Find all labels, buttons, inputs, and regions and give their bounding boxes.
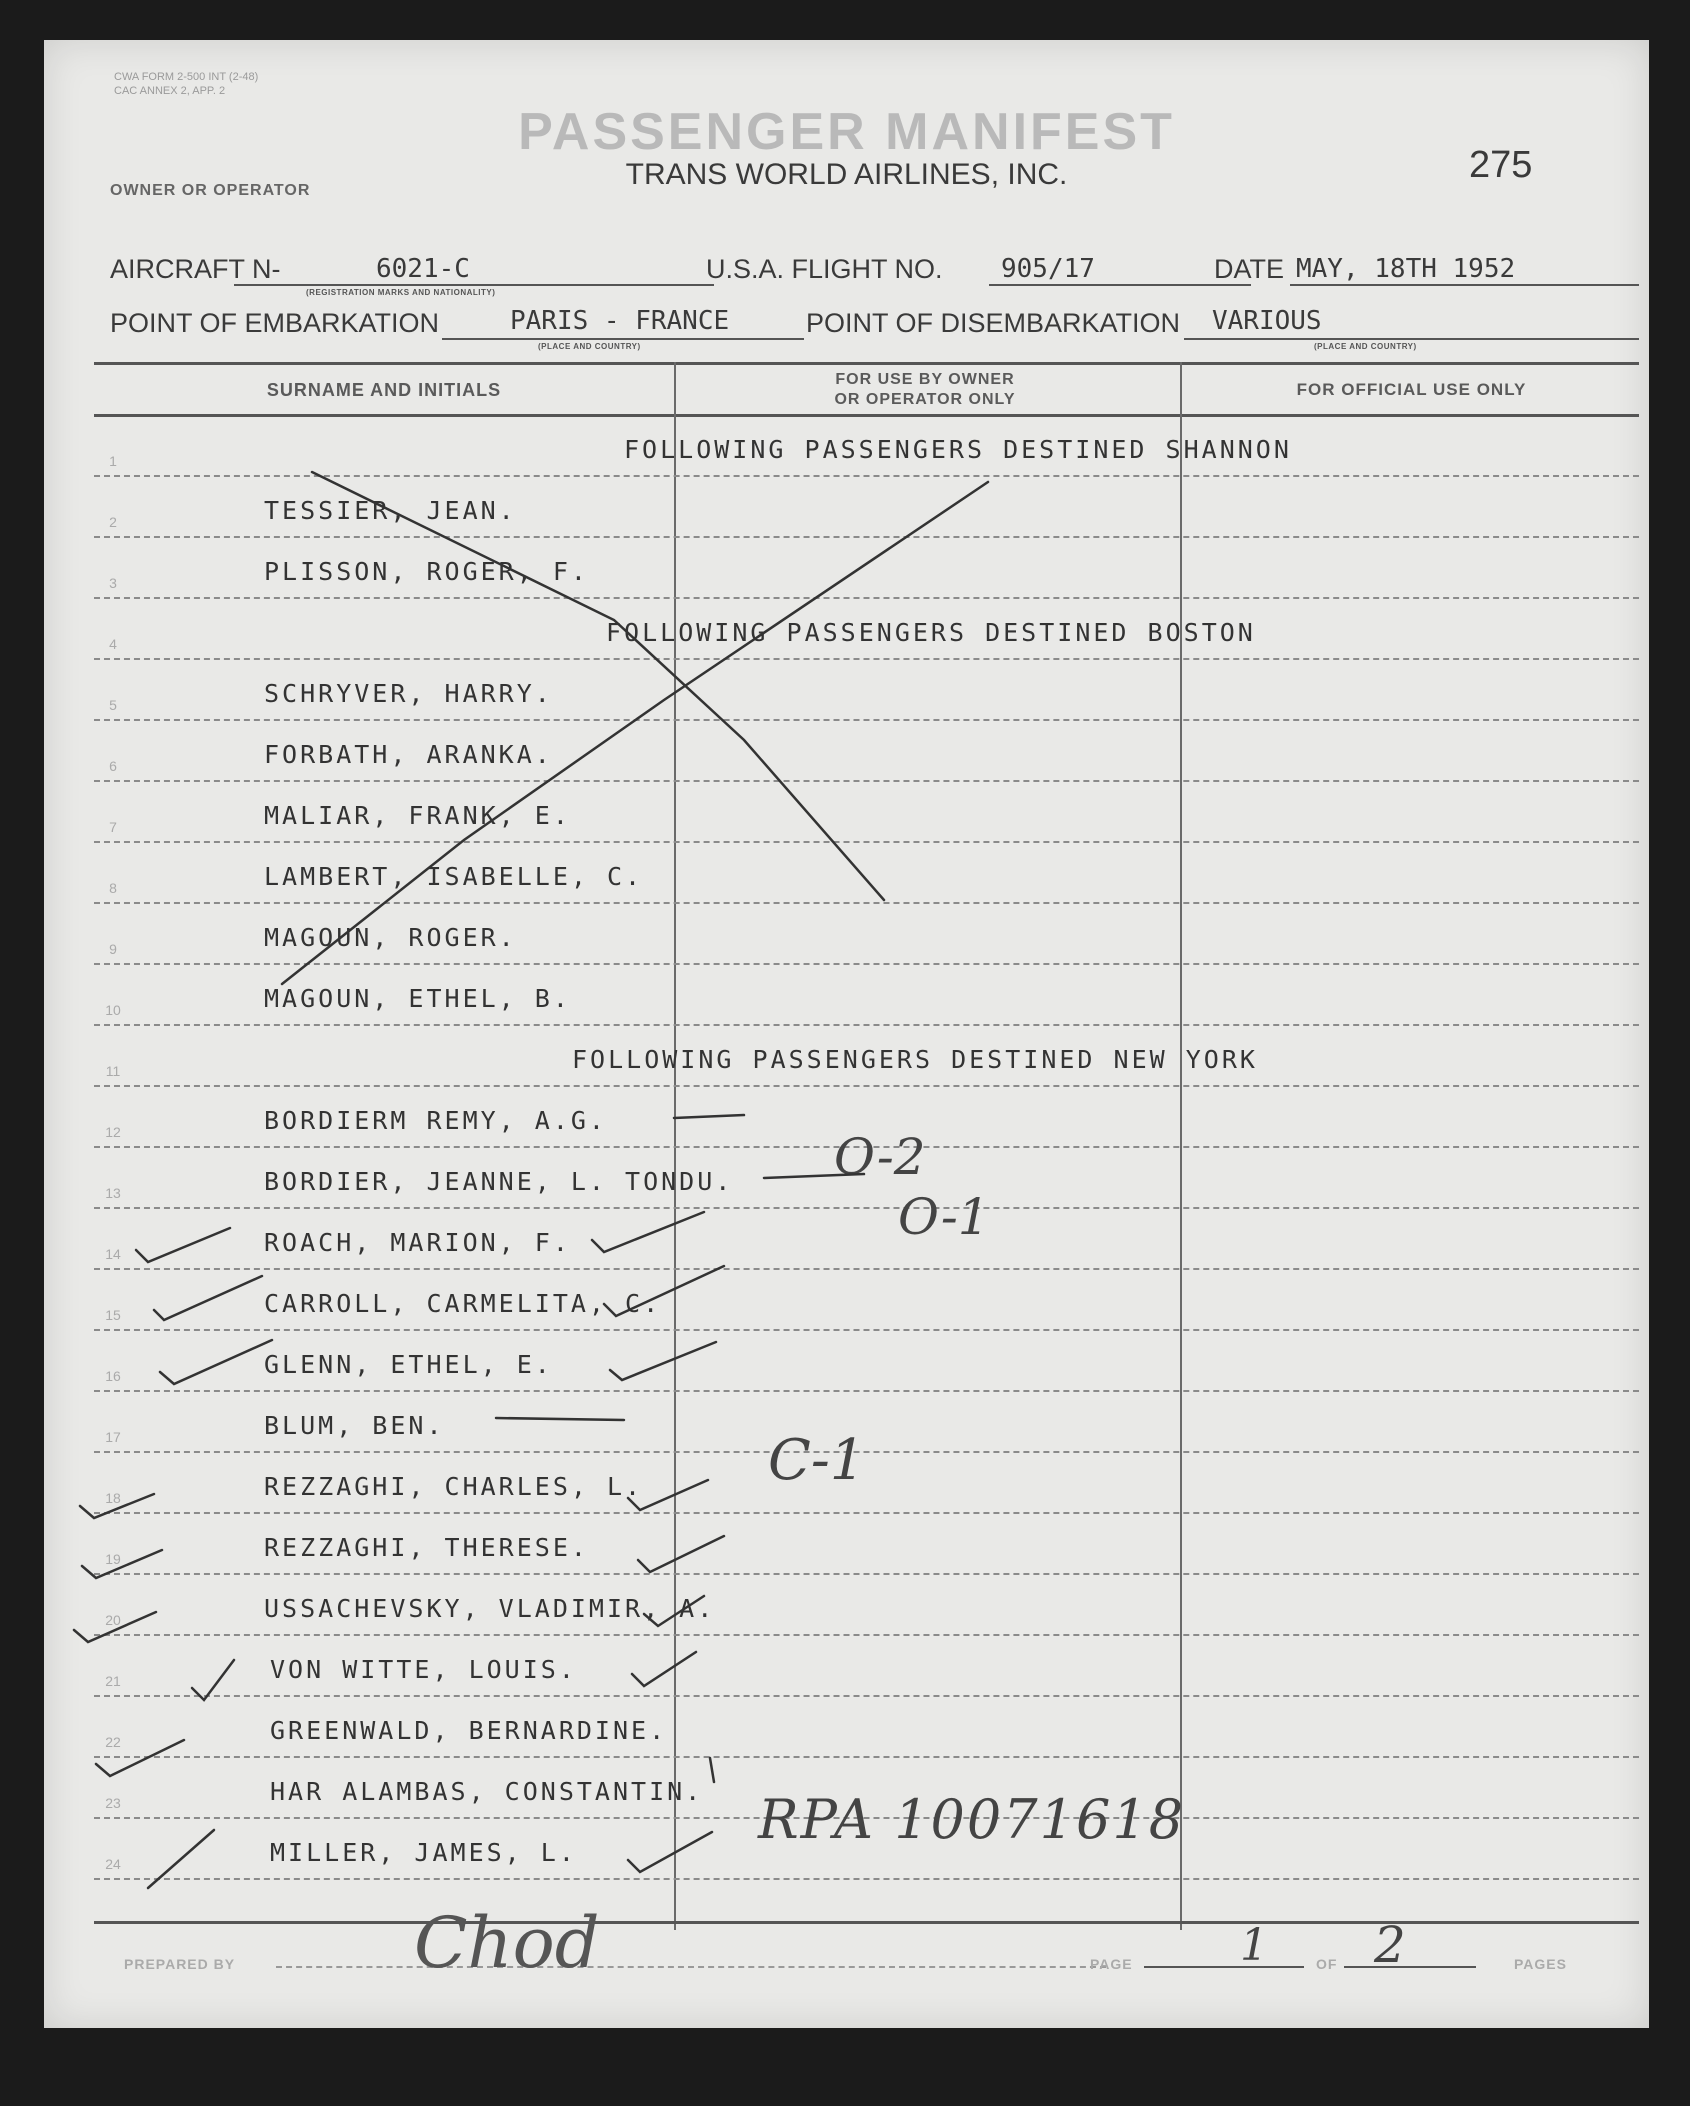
row-number: 9 bbox=[109, 941, 117, 957]
annotation-row13: O-1 bbox=[898, 1188, 990, 1246]
embarkation-label: POINT OF EMBARKATION bbox=[110, 308, 440, 338]
row-number: 6 bbox=[109, 758, 117, 774]
check-row21-right bbox=[632, 1652, 696, 1686]
row-number: 12 bbox=[105, 1124, 121, 1140]
row-number: 11 bbox=[105, 1063, 121, 1079]
row-number: 1 bbox=[109, 453, 117, 469]
embarkation-value: PARIS - FRANCE bbox=[510, 306, 730, 336]
row-number: 16 bbox=[105, 1368, 121, 1384]
check-row18-right bbox=[628, 1480, 708, 1510]
row-number: 18 bbox=[105, 1490, 121, 1506]
cross-out-stroke-1 bbox=[312, 472, 884, 900]
row-number: 19 bbox=[105, 1551, 121, 1567]
document-title: PASSENGER MANIFEST bbox=[518, 103, 1175, 161]
row-number: 10 bbox=[105, 1002, 121, 1018]
row-number: 7 bbox=[109, 819, 117, 835]
col-surname-header: SURNAME AND INITIALS bbox=[266, 380, 502, 400]
col-official-header: FOR OFFICIAL USE ONLY bbox=[1296, 380, 1527, 399]
check-row19-right bbox=[638, 1536, 724, 1572]
destination-heading: FOLLOWING PASSENGERS DESTINED NEW YORK bbox=[572, 1045, 1258, 1074]
date-label: DATE bbox=[1214, 254, 1285, 284]
prepared-signature: Chod bbox=[414, 1902, 600, 1984]
row-number: 20 bbox=[105, 1612, 121, 1628]
aircraft-value: 6021-C bbox=[376, 254, 470, 284]
check-row15-right bbox=[604, 1266, 724, 1316]
row-number: 14 bbox=[105, 1246, 121, 1262]
aircraft-label: AIRCRAFT N- bbox=[110, 254, 281, 284]
passenger-name: GLENN, ETHEL, E. bbox=[264, 1350, 553, 1379]
passenger-name: ROACH, MARION, F. bbox=[264, 1228, 571, 1257]
check-row24-left bbox=[148, 1830, 214, 1888]
passenger-name: BLUM, BEN. bbox=[264, 1411, 445, 1440]
annotation-row23: RPA 10071618 bbox=[758, 1788, 1186, 1851]
check-row20-left bbox=[74, 1612, 156, 1642]
row-number: 4 bbox=[109, 636, 117, 652]
check-row15-left bbox=[154, 1276, 262, 1320]
row-number: 3 bbox=[109, 575, 117, 591]
passenger-name: FORBATH, ARANKA. bbox=[264, 740, 553, 769]
page-label: PAGE bbox=[1090, 1956, 1133, 1972]
passenger-name: VON WITTE, LOUIS. bbox=[270, 1655, 577, 1684]
dash-row17 bbox=[496, 1418, 624, 1420]
of-label: OF bbox=[1316, 1956, 1338, 1972]
row-number: 17 bbox=[105, 1429, 121, 1445]
sheet-number: 275 bbox=[1469, 144, 1533, 186]
passenger-name: MILLER, JAMES, L. bbox=[270, 1838, 577, 1867]
destination-heading: FOLLOWING PASSENGERS DESTINED SHANNON bbox=[624, 435, 1292, 464]
date-value: MAY, 18TH 1952 bbox=[1296, 254, 1516, 284]
check-row22-right bbox=[710, 1758, 714, 1782]
dash-row12 bbox=[674, 1115, 744, 1118]
check-row14-left bbox=[136, 1228, 230, 1262]
row-number: 13 bbox=[105, 1185, 121, 1201]
embarkation-note: (PLACE AND COUNTRY) bbox=[538, 342, 641, 351]
row-number: 24 bbox=[105, 1856, 121, 1872]
passenger-name: REZZAGHI, CHARLES, L. bbox=[264, 1472, 644, 1501]
row-number: 23 bbox=[105, 1795, 121, 1811]
passenger-name: LAMBERT, ISABELLE, C. bbox=[264, 862, 644, 891]
cross-out-stroke-2 bbox=[282, 482, 988, 984]
row-number: 2 bbox=[109, 514, 117, 530]
row-number: 8 bbox=[109, 880, 117, 896]
check-row14-right bbox=[592, 1212, 704, 1252]
destination-heading: FOLLOWING PASSENGERS DESTINED BOSTON bbox=[606, 618, 1256, 647]
check-row22-left bbox=[96, 1740, 184, 1776]
manifest-sheet bbox=[44, 40, 1649, 2028]
passenger-name: MALIAR, FRANK, E. bbox=[264, 801, 571, 830]
check-row20-right bbox=[644, 1596, 704, 1626]
disembarkation-value: VARIOUS bbox=[1212, 306, 1322, 336]
aircraft-note: (REGISTRATION MARKS AND NATIONALITY) bbox=[306, 288, 496, 297]
dash-row13 bbox=[764, 1174, 864, 1178]
check-row16-right bbox=[610, 1342, 716, 1380]
passenger-name: TESSIER, JEAN. bbox=[264, 496, 517, 525]
flight-value: 905/17 bbox=[1001, 254, 1095, 284]
passenger-name: BORDIERM REMY, A.G. bbox=[264, 1106, 607, 1135]
airline-name: TRANS WORLD AIRLINES, INC. bbox=[625, 158, 1068, 191]
passenger-name: HAR ALAMBAS, CONSTANTIN. bbox=[270, 1777, 704, 1806]
passenger-name: SCHRYVER, HARRY. bbox=[264, 679, 553, 708]
passenger-name: GREENWALD, BERNARDINE. bbox=[270, 1716, 668, 1745]
ink-marks bbox=[44, 40, 1649, 2028]
col-owner-header: FOR USE BY OWNER OR OPERATOR ONLY bbox=[834, 371, 1016, 408]
row-number: 22 bbox=[105, 1734, 121, 1750]
check-row21-left bbox=[192, 1660, 234, 1700]
passenger-name: MAGOUN, ROGER. bbox=[264, 923, 517, 952]
check-row18-left bbox=[80, 1494, 154, 1518]
disembarkation-label: POINT OF DISEMBARKATION bbox=[806, 308, 1181, 338]
passenger-name: CARROLL, CARMELITA, C. bbox=[264, 1289, 662, 1318]
passenger-name: REZZAGHI, THERESE. bbox=[264, 1533, 589, 1562]
pages-label: PAGES bbox=[1514, 1956, 1567, 1972]
of-value: 2 bbox=[1374, 1916, 1406, 1974]
check-row24-right bbox=[628, 1832, 712, 1872]
row-number: 21 bbox=[105, 1673, 121, 1689]
annotation-row12: O-2 bbox=[834, 1128, 926, 1186]
passenger-name: BORDIER, JEANNE, L. TONDU. bbox=[264, 1167, 734, 1196]
prepared-by-label: PREPARED BY bbox=[124, 1956, 236, 1972]
page-value: 1 bbox=[1240, 1920, 1268, 1971]
passenger-name: PLISSON, ROGER, F. bbox=[264, 557, 589, 586]
disembarkation-note: (PLACE AND COUNTRY) bbox=[1314, 342, 1417, 351]
row-number: 5 bbox=[109, 697, 117, 713]
flight-label: U.S.A. FLIGHT NO. bbox=[706, 254, 943, 284]
owner-label: OWNER OR OPERATOR bbox=[110, 182, 311, 199]
row-number: 15 bbox=[105, 1307, 121, 1323]
check-row16-left bbox=[160, 1340, 272, 1384]
passenger-name: MAGOUN, ETHEL, B. bbox=[264, 984, 571, 1013]
annotation-row17: C-1 bbox=[768, 1428, 866, 1493]
form-number: CWA FORM 2-500 INT (2-48) CAC ANNEX 2, APP. 2 bbox=[114, 71, 259, 97]
check-row19-left bbox=[82, 1550, 162, 1578]
passenger-name: USSACHEVSKY, VLADIMIR, A. bbox=[264, 1594, 716, 1623]
